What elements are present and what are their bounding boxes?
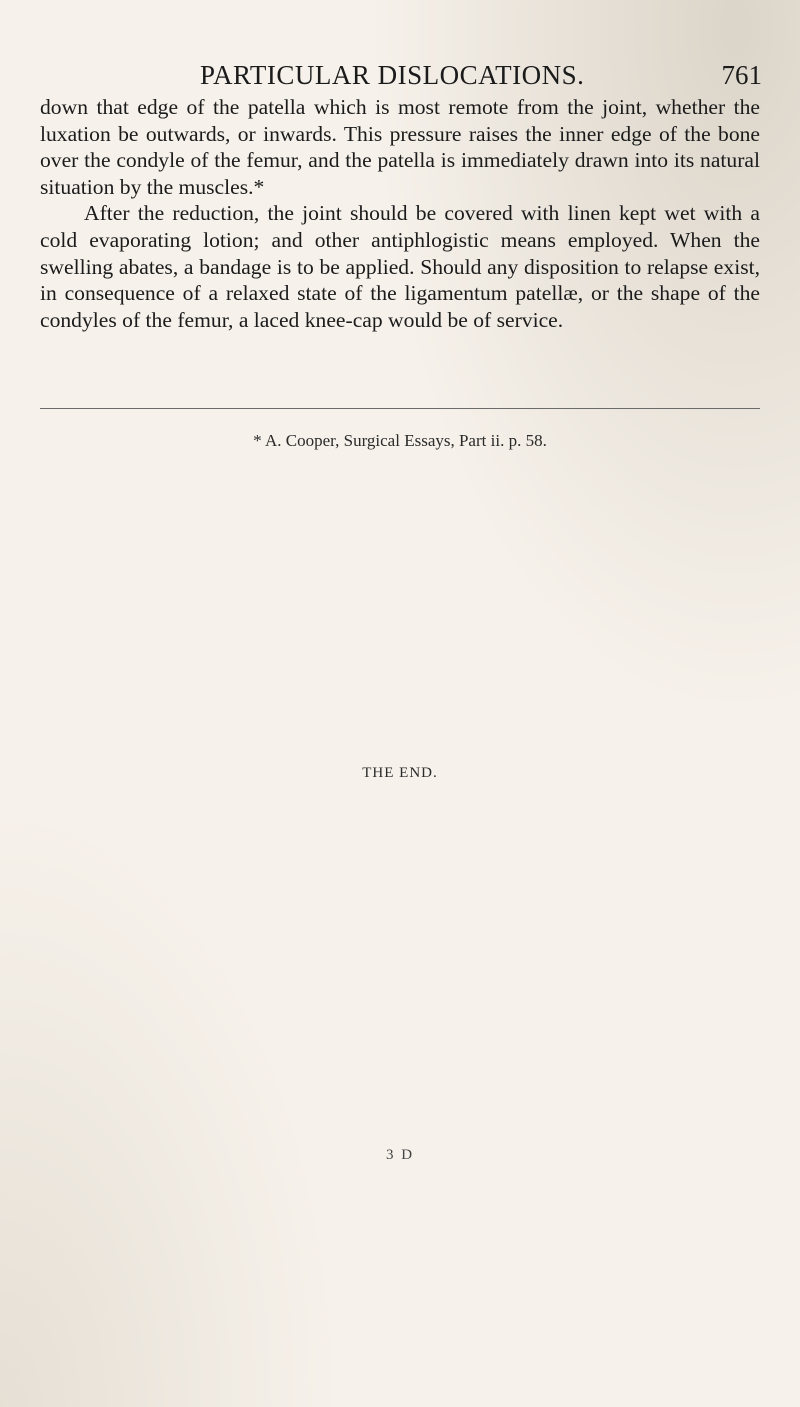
page-number: 761: [721, 60, 762, 90]
paragraph-after-reduction: After the reduction, the joint should be covered with linen kept wet with a cold evaporating lotion; and other antiphlogistic means employed. When the swelling abates, a bandage is to be applied. Should any disposition to relapse exist, in consequence of a relaxed state of the ligamentum patellæ, or the shape of the condyles of the femur, a laced knee-cap would be of service.: [40, 201, 760, 332]
footnote: * A. Cooper, Surgical Essays, Part ii. p. 58.: [253, 431, 547, 450]
footnote-rule: [40, 408, 760, 409]
running-title: PARTICULAR DISLOCATIONS.: [200, 60, 585, 90]
page-header: [40, 60, 760, 96]
the-end-label: THE END.: [362, 765, 438, 781]
body-text: [40, 94, 760, 333]
paragraph-continued: down that edge of the patella which is most remote from the joint, whether the luxation be outwards, or inwards. This pressure raises the inner edge of the bone over the condyle of the femur, and the patella is immediately drawn into its natural situation by the muscles.*: [40, 95, 760, 199]
signature-mark: 3 D: [385, 1147, 415, 1163]
